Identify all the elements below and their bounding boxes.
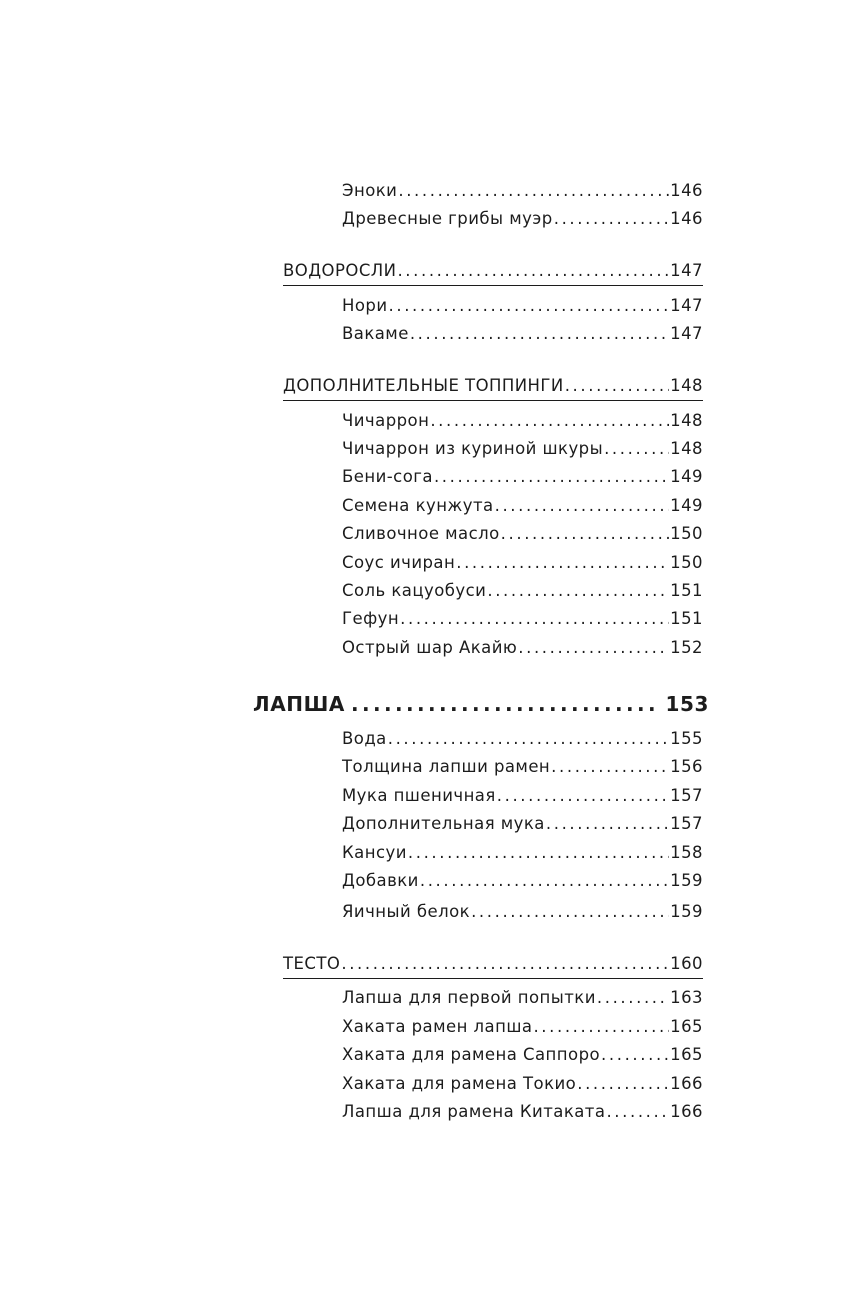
toc-entry	[342, 729, 703, 748]
toc-section-title: ВОДОРОСЛИ	[283, 261, 397, 280]
toc-entry	[342, 902, 703, 921]
toc-entry	[342, 439, 703, 458]
leader-dots	[341, 954, 669, 973]
toc-entry-page: 149	[670, 496, 703, 515]
toc-entry-page: 166	[670, 1102, 703, 1121]
toc-entry	[342, 757, 703, 776]
leader-dots	[397, 261, 669, 280]
toc-entry-page: 166	[670, 1074, 703, 1093]
toc-entry	[342, 871, 703, 890]
leader-dots	[351, 692, 659, 716]
toc-entry-page: 151	[670, 581, 703, 600]
toc-entry-title: Эноки	[342, 181, 398, 200]
toc-entry	[342, 1045, 703, 1064]
toc-entry	[342, 411, 703, 430]
leader-dots	[471, 902, 669, 921]
leader-dots	[604, 439, 669, 458]
toc-entry	[342, 988, 703, 1007]
toc-entry	[342, 843, 703, 862]
toc-entry	[342, 581, 703, 600]
toc-entry	[342, 553, 703, 572]
toc-entry-wood-ear	[342, 209, 703, 228]
toc-entry-title: Сливочное масло	[342, 524, 500, 543]
leader-dots	[456, 553, 669, 572]
leader-dots	[398, 181, 669, 200]
leader-dots	[518, 638, 669, 657]
toc-entry-title: Лапша для рамена Китаката	[342, 1102, 606, 1121]
toc-entry-page: 146	[670, 181, 703, 200]
section-underline	[283, 285, 703, 286]
toc-entry-title: Острый шар Акайю	[342, 638, 518, 657]
toc-entry-title: Хаката рамен лапша	[342, 1017, 533, 1036]
toc-section-toppings	[283, 376, 703, 395]
toc-entry-title: Чичаррон	[342, 411, 430, 430]
leader-dots	[606, 1102, 669, 1121]
leader-dots	[420, 871, 669, 890]
toc-entry	[342, 786, 703, 805]
leader-dots	[400, 609, 669, 628]
toc-entry-page: 157	[670, 814, 703, 833]
leader-dots	[554, 209, 669, 228]
toc-entry-title: Вакаме	[342, 324, 409, 343]
toc-entry-title: Бени-сога	[342, 467, 433, 486]
toc-entry-page: 150	[670, 553, 703, 572]
toc-entry-title: Добавки	[342, 871, 419, 890]
toc-entry-page: 158	[670, 843, 703, 862]
toc-entry	[342, 1074, 703, 1093]
leader-dots	[601, 1045, 669, 1064]
leader-dots	[434, 467, 669, 486]
leader-dots	[408, 843, 669, 862]
toc-section-dough	[283, 954, 703, 973]
toc-entry-title: Хаката для рамена Токио	[342, 1074, 577, 1093]
toc-entry-page: 159	[670, 871, 703, 890]
leader-dots	[388, 729, 669, 748]
leader-dots	[565, 376, 669, 395]
toc-entry	[342, 296, 703, 315]
section-underline	[283, 400, 703, 401]
leader-dots	[546, 814, 669, 833]
toc-section-page: 147	[670, 261, 703, 280]
toc-entry	[342, 609, 703, 628]
toc-chapter-page: 153	[665, 692, 709, 716]
toc-entry-title: Мука пшеничная	[342, 786, 496, 805]
toc-section-seaweed	[283, 261, 703, 280]
toc-section-page: 148	[670, 376, 703, 395]
toc-entry-title: Лапша для первой попытки	[342, 988, 596, 1007]
toc-entry-page: 156	[670, 757, 703, 776]
toc-entry-page: 147	[670, 324, 703, 343]
leader-dots	[597, 988, 669, 1007]
toc-entry-title: Вода	[342, 729, 387, 748]
leader-dots	[551, 757, 669, 776]
toc-entry-page: 150	[670, 524, 703, 543]
leader-dots	[389, 296, 670, 315]
toc-entry-title: Хаката для рамена Саппоро	[342, 1045, 601, 1064]
toc-entry-title: Соус ичиран	[342, 553, 456, 572]
toc-chapter-noodles	[253, 692, 709, 716]
leader-dots	[430, 411, 669, 430]
toc-entry	[342, 324, 703, 343]
toc-entry-page: 155	[670, 729, 703, 748]
toc-entry	[342, 1102, 703, 1121]
leader-dots	[501, 524, 669, 543]
toc-entry-page: 146	[670, 209, 703, 228]
toc-entry-page: 151	[670, 609, 703, 628]
toc-entry-title: Нори	[342, 296, 388, 315]
toc-entry	[342, 1017, 703, 1036]
toc-entry	[342, 638, 703, 657]
toc-entry-title: Яичный белок	[342, 902, 471, 921]
toc-entry-page: 148	[670, 411, 703, 430]
toc-section-title: ТЕСТО	[283, 954, 341, 973]
toc-chapter-title: ЛАПША	[253, 692, 346, 716]
toc-entry-page: 149	[670, 467, 703, 486]
toc-entry-title: Кансуи	[342, 843, 407, 862]
toc-entry-title: Толщина лапши рамен	[342, 757, 551, 776]
section-underline	[283, 978, 703, 979]
toc-entry-title: Соль кацуобуси	[342, 581, 487, 600]
toc-entry-page: 147	[670, 296, 703, 315]
leader-dots	[497, 786, 669, 805]
toc-entry-title: Семена кунжута	[342, 496, 494, 515]
toc-entry-title: Дополнительная мука	[342, 814, 545, 833]
toc-entry-page: 165	[670, 1045, 703, 1064]
toc-entry-page: 163	[670, 988, 703, 1007]
toc-entry-title: Древесные грибы муэр	[342, 209, 553, 228]
toc-entry	[342, 496, 703, 515]
toc-section-title: ДОПОЛНИТЕЛЬНЫЕ ТОППИНГИ	[283, 376, 564, 395]
leader-dots	[487, 581, 669, 600]
toc-entry	[342, 524, 703, 543]
toc-entry-page: 159	[670, 902, 703, 921]
toc-entry-page: 165	[670, 1017, 703, 1036]
toc-entry-page: 152	[670, 638, 703, 657]
leader-dots	[495, 496, 670, 515]
toc-entry	[342, 467, 703, 486]
toc-section-page: 160	[670, 954, 703, 973]
leader-dots	[577, 1074, 669, 1093]
leader-dots	[410, 324, 669, 343]
leader-dots	[533, 1017, 669, 1036]
toc-entry-enoki	[342, 181, 703, 200]
toc-entry-title: Гефун	[342, 609, 400, 628]
toc-entry-page: 148	[670, 439, 703, 458]
toc-entry-page: 157	[670, 786, 703, 805]
toc-entry-title: Чичаррон из куриной шкуры	[342, 439, 604, 458]
toc-entry	[342, 814, 703, 833]
